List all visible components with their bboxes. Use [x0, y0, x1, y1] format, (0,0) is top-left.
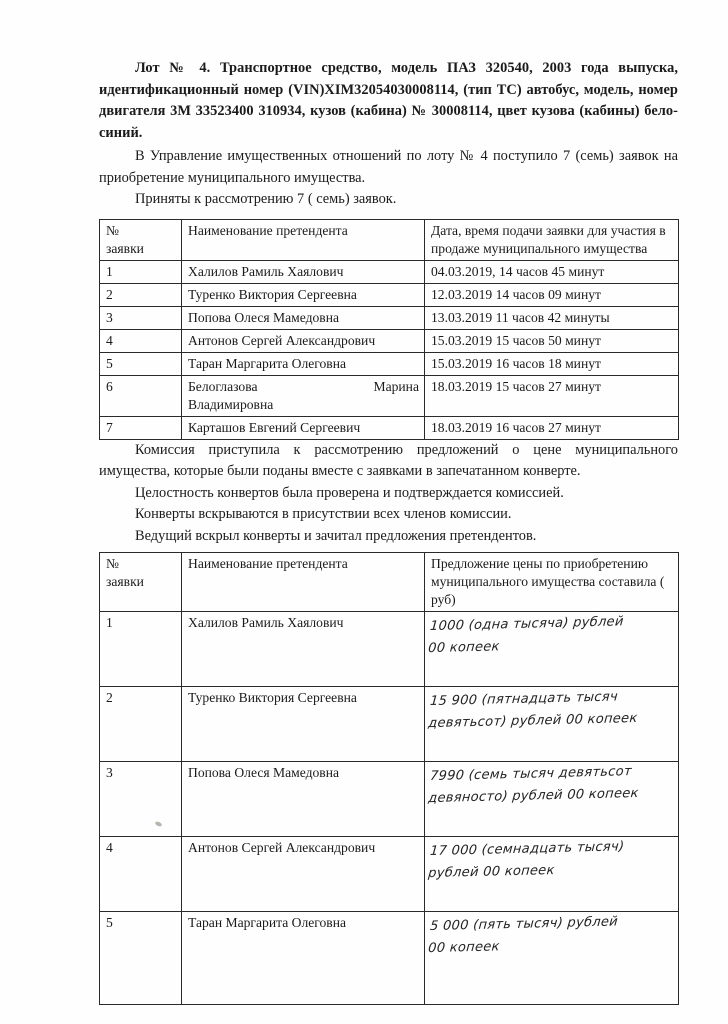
cell-name: Туренко Виктория Сергеевна	[182, 687, 425, 762]
header-number-line2: заявки	[106, 240, 144, 256]
cell-name: Попова Олеся Мамедовна	[182, 762, 425, 837]
cell-name: Туренко Виктория Сергеевна	[182, 283, 425, 306]
cell-offer	[425, 687, 679, 762]
lot-heading: Лот № 4. Транспортное средство, модель ПАЗ 320540, 2003 года выпуска, идентификационный номер (VIN)XIM32054030008114, (тип ТС) автобус, модель, номер двигателя 3М 33523400 310934, кузов (кабина) № 30008114, цвет кузова (кабины) бело-синий.	[99, 60, 678, 141]
header-number-line1: №	[106, 556, 119, 571]
cell-name: Карташов Евгений Сергеевич	[182, 416, 425, 439]
table-row	[100, 260, 679, 283]
table-row	[100, 416, 679, 439]
cell-number: 5	[100, 352, 182, 375]
header-cell-name: Наименование претендента	[182, 553, 425, 612]
table-row	[100, 283, 679, 306]
cell-name: Антонов Сергей Александрович	[182, 329, 425, 352]
header-cell-datetime: Дата, время подачи заявки для участия в продаже муниципального имущества	[425, 219, 679, 260]
cell-offer	[425, 837, 679, 912]
header-cell-number	[100, 219, 182, 260]
cell-number: 2	[100, 283, 182, 306]
cell-datetime: 15.03.2019 15 часов 50 минут	[425, 329, 679, 352]
table-header-row	[100, 219, 679, 260]
cell-number: 1	[100, 612, 182, 687]
applications-table	[99, 219, 679, 440]
cell-number: 4	[100, 837, 182, 912]
header-number-line2: заявки	[106, 574, 144, 589]
handwritten-offer: 7990 (семь тысяч девятьсот девяносто) рублей 00 копеек	[427, 764, 640, 807]
cell-number: 3	[100, 306, 182, 329]
cell-datetime: 13.03.2019 11 часов 42 минуты	[425, 306, 679, 329]
cell-name: Попова Олеся Мамедовна	[182, 306, 425, 329]
intro-paragraph-2: Приняты к рассмотрению 7 ( семь) заявок.	[135, 191, 397, 207]
cell-number: 3	[100, 762, 182, 837]
middle-paragraph-4: Ведущий вскрыл конверты и зачитал предложения претендентов.	[135, 527, 537, 544]
offers-table	[99, 552, 679, 1005]
cell-name: Таран Маргарита Олеговна	[182, 912, 425, 1005]
cell-name: Халилов Рамиль Хаялович	[182, 612, 425, 687]
cell-offer	[425, 762, 679, 837]
handwritten-offer: 15 900 (пятнадцать тысяч девятьсот) рублей 00 копеек	[427, 689, 639, 732]
cell-datetime: 15.03.2019 16 часов 18 минут	[425, 352, 679, 375]
table-row	[100, 306, 679, 329]
table-row	[100, 352, 679, 375]
cell-name: Таран Маргарита Олеговна	[182, 352, 425, 375]
table-row	[100, 762, 679, 837]
cell-name	[182, 375, 425, 416]
cell-datetime: 04.03.2019, 14 часов 45 минут	[425, 260, 679, 283]
table-row	[100, 912, 679, 1005]
cell-name-part-firstname: Марина	[373, 378, 419, 394]
cell-offer	[425, 612, 679, 687]
table-row	[100, 687, 679, 762]
handwritten-offer: 5 000 (пять тысяч) рублей 00 копеек	[427, 914, 619, 957]
intro-paragraph-1: В Управление имущественных отношений по лоту № 4 поступило 7 (семь) заявок на приобретение муниципального имущества.	[99, 148, 678, 186]
handwritten-offer: 17 000 (семнадцать тысяч) рублей 00 копеек	[427, 839, 625, 882]
cell-number: 2	[100, 687, 182, 762]
handwritten-offer: 1000 (одна тысяча) рублей 00 копеек	[427, 614, 625, 657]
header-cell-name: Наименование претендента	[182, 219, 425, 260]
header-cell-offer: Предложение цены по приобретению муниципального имущества составила ( руб)	[425, 553, 679, 612]
cell-number: 5	[100, 912, 182, 1005]
middle-paragraph-1: Комиссия приступила к рассмотрению предложений о цене муниципального имущества, которые были поданы вместе с заявками в запечатанном конверте.	[99, 441, 678, 479]
cell-offer	[425, 912, 679, 1005]
table-row	[100, 329, 679, 352]
table-row	[100, 375, 679, 416]
middle-paragraph-3: Конверты вскрываются в присутствии всех членов комиссии.	[135, 506, 512, 522]
cell-name: Антонов Сергей Александрович	[182, 837, 425, 912]
header-number-line1: №	[106, 222, 119, 238]
cell-name-line2: Владимировна	[188, 396, 274, 412]
cell-number: 1	[100, 260, 182, 283]
cell-name: Халилов Рамиль Хаялович	[182, 260, 425, 283]
table-header-row	[100, 553, 679, 612]
cell-datetime: 18.03.2019 16 часов 27 минут	[425, 416, 679, 439]
cell-datetime: 12.03.2019 14 часов 09 минут	[425, 283, 679, 306]
cell-datetime: 18.03.2019 15 часов 27 минут	[425, 375, 679, 416]
cell-number: 7	[100, 416, 182, 439]
table-row	[100, 837, 679, 912]
middle-paragraph-2: Целостность конвертов была проверена и подтверждается комиссией.	[135, 484, 564, 501]
cell-name-part-surname: Белоглазова	[188, 378, 258, 394]
document-content	[99, 58, 678, 1005]
cell-name-line1	[188, 378, 419, 396]
cell-number: 6	[100, 375, 182, 416]
cell-number: 4	[100, 329, 182, 352]
header-cell-number	[100, 553, 182, 612]
table-row	[100, 612, 679, 687]
